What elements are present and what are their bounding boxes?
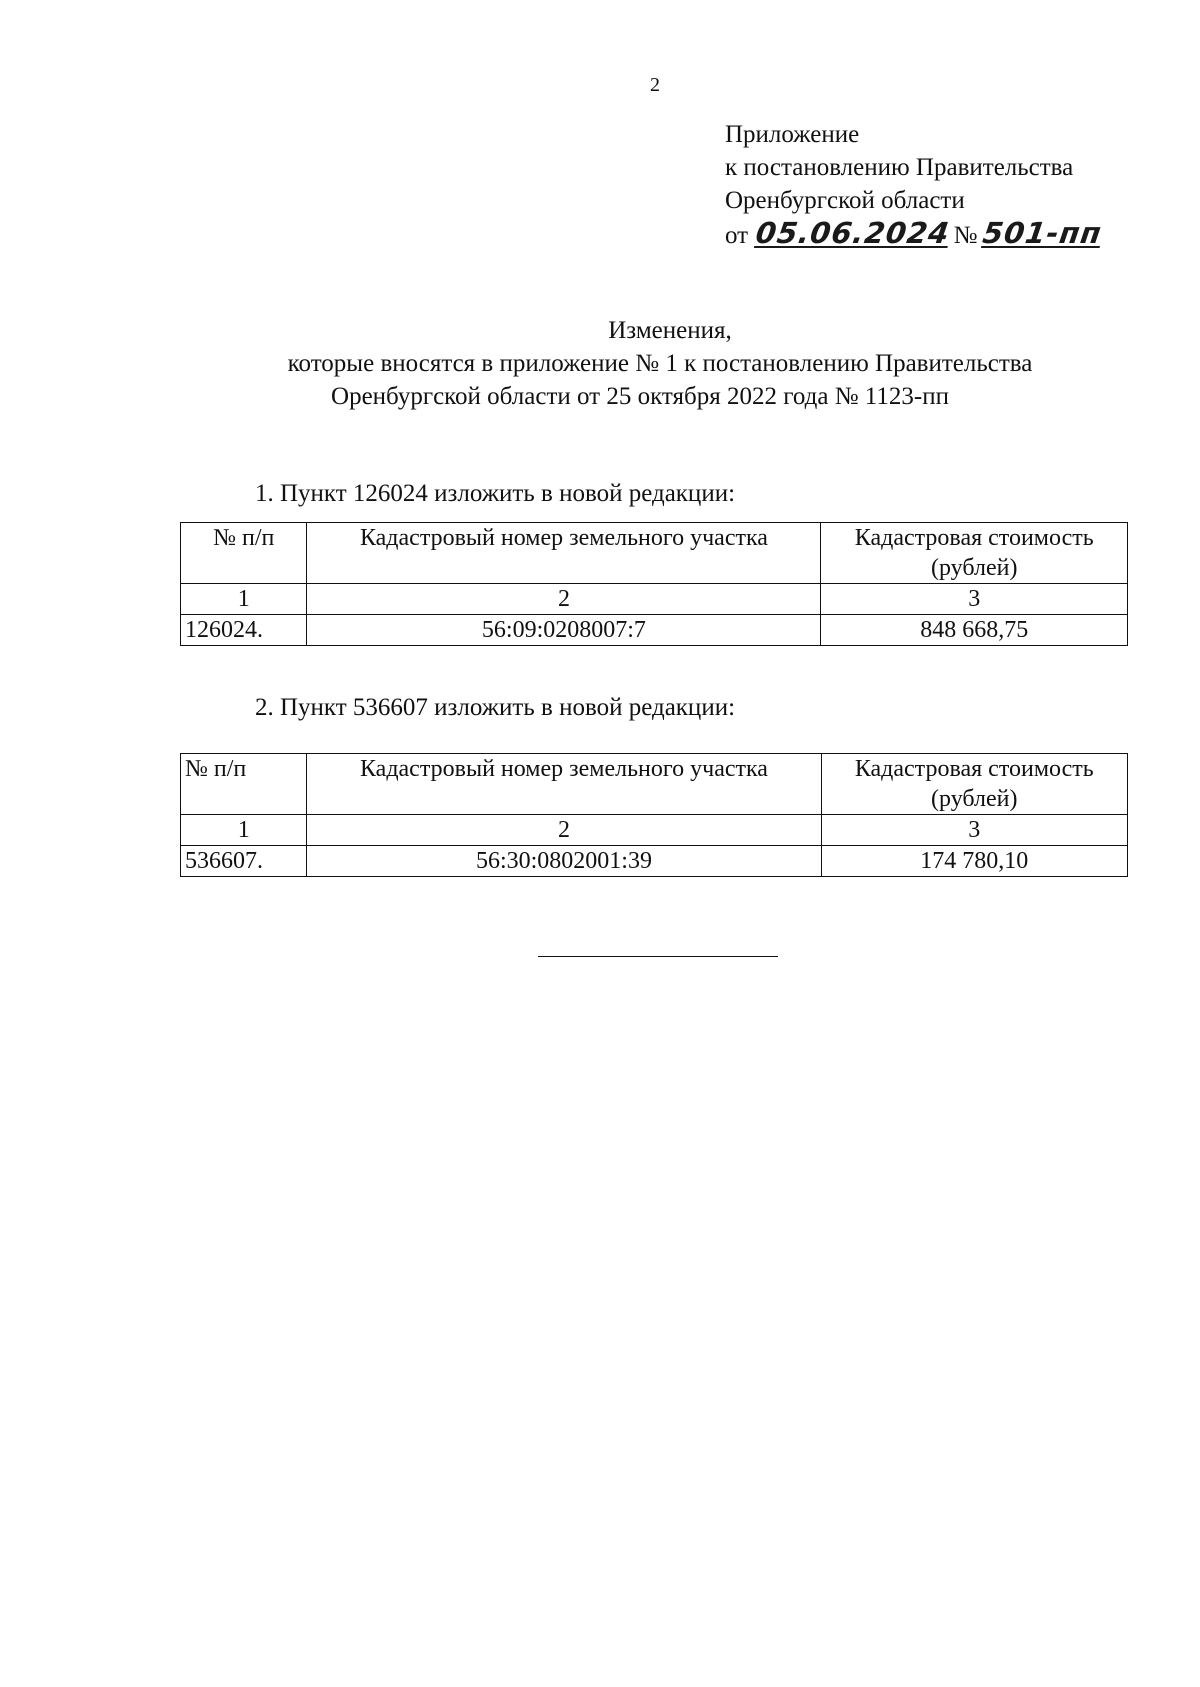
numbering-cell: 2	[307, 584, 821, 615]
appendix-resolution-ref: к постановлению Правительства	[725, 154, 1074, 181]
header-cell-cadastral-number: Кадастровый номер земельного участка	[307, 754, 821, 815]
header-cell-cadastral-number: Кадастровый номер земельного участка	[307, 523, 821, 584]
table-header-row	[181, 754, 1128, 815]
header-cell-cadastral-value: Кадастровая стоимость (рублей)	[821, 523, 1128, 584]
item-2-table	[180, 753, 1128, 877]
numbering-cell: 3	[821, 584, 1128, 615]
appendix-from-prefix: от	[725, 222, 749, 249]
row-cadastral-number: 56:09:0208007:7	[307, 615, 821, 646]
appendix-region: Оренбургской области	[725, 187, 965, 214]
page-number: 2	[650, 74, 660, 96]
handwritten-number: 501-пп	[981, 216, 1105, 250]
number-sign: №	[953, 222, 978, 249]
document-title	[180, 314, 1140, 413]
title-line-1: Изменения,	[608, 317, 732, 344]
appendix-date-number-line	[725, 216, 1105, 252]
table-row	[181, 615, 1128, 646]
row-cadastral-number: 56:30:0802001:39	[307, 846, 821, 877]
title-line-3: Оренбургской области от 25 октября 2022 года № 1123-пп	[331, 383, 949, 410]
numbering-cell: 2	[307, 815, 821, 846]
numbering-cell: 3	[821, 815, 1127, 846]
row-item-number: 126024.	[181, 615, 307, 646]
header-cell-number: № п/п	[181, 754, 307, 815]
end-divider	[538, 956, 778, 957]
numbering-cell: 1	[181, 584, 307, 615]
table-numbering-row	[181, 584, 1128, 615]
handwritten-date: 05.06.2024	[753, 216, 953, 250]
title-line-2: которые вносятся в приложение № 1 к постановлению Правительства	[287, 350, 1033, 377]
numbering-cell: 1	[181, 815, 307, 846]
header-cell-cadastral-value: Кадастровая стоимость (рублей)	[821, 754, 1127, 815]
item-1-table	[180, 522, 1128, 646]
item-2-heading: 2. Пункт 536607 изложить в новой редакции:	[255, 694, 736, 721]
appendix-block	[725, 118, 1105, 252]
appendix-title: Приложение	[725, 121, 860, 148]
row-item-number: 536607.	[181, 846, 307, 877]
row-cadastral-value: 848 668,75	[821, 615, 1128, 646]
table-header-row	[181, 523, 1128, 584]
table-row	[181, 846, 1128, 877]
row-cadastral-value: 174 780,10	[821, 846, 1127, 877]
item-1-heading: 1. Пункт 126024 изложить в новой редакции:	[255, 480, 736, 507]
header-cell-number: № п/п	[181, 523, 307, 584]
table-numbering-row	[181, 815, 1128, 846]
